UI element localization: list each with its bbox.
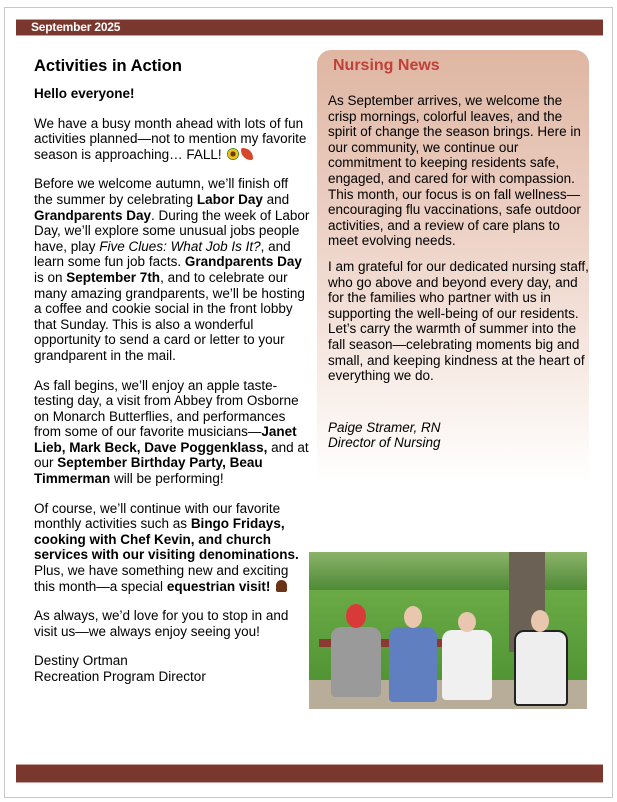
activities-paragraph-4: Of course, we’ll continue with our favorite monthly activities such as Bingo Fridays, cooking with Chef Kevin, and church services with our visiting denominations. Plus, we have something new and exciting this month—a special equestrian visit! (34, 500, 299, 594)
resident-3 (442, 630, 492, 700)
activities-section (34, 56, 310, 699)
nursing-news-title: Nursing News (333, 57, 440, 74)
issue-date: September 2025 (31, 20, 121, 34)
footer-banner (16, 764, 603, 783)
activities-paragraph-3: As fall begins, we’ll enjoy an apple taste-testing day, a visit from Abbey from Osborne on Monarch Butterflies, and performances from some of our favorite musicians—Janet Lieb, Mark Beck, Dave Poggenklass, and at our September Birthday Party, Beau Timmerman will be performing! (34, 377, 309, 487)
activities-paragraph-5: As always, we’d love for you to stop in and visit us—we always enjoy seeing you! (34, 608, 289, 639)
residents-photo (309, 552, 587, 709)
resident-1-head (346, 604, 366, 628)
activities-paragraph-1: We have a busy month ahead with lots of fun activities planned—not to mention my favorite season is approaching… FALL! (34, 115, 307, 162)
activities-signature (34, 653, 310, 684)
nursing-signature (328, 420, 590, 451)
activities-paragraph-2: Before we welcome autumn, we’ll finish off the summer by celebrating Labor Day and Grandparents Day. During the week of Labor Day, we’ll explore some unusual jobs people have, play Five Clues: What Job Is It?, and learn some fun job facts. Grandparents Day is on September 7th, and to celebrate our many amazing grandparents, we’ll be hosting a coffee and cookie social in the front lobby that Sunday. This is also a wonderful opportunity to send a card or letter to your grandparent in the mail. (34, 176, 310, 363)
signature-name: Destiny Ortman (34, 653, 128, 669)
signature-name: Paige Stramer, RN (328, 419, 441, 435)
nursing-paragraph-2: I am grateful for our dedicated nursing staff, who go above and beyond every day, and for the families who partner with us in supporting the well-being of our residents. Let’s carry the warmth of summer into the fall season—celebrating moments big and small, and keeping kindness at the heart of everything we do. (328, 258, 589, 384)
maple-leaf-icon (241, 148, 253, 160)
resident-4 (514, 630, 568, 706)
signature-role: Director of Nursing (328, 435, 441, 451)
resident-3-head (458, 612, 476, 632)
horse-icon (276, 580, 287, 592)
greeting: Hello everyone! (34, 86, 135, 101)
header-banner (16, 19, 603, 36)
photo-background (309, 552, 587, 590)
resident-2-head (404, 606, 422, 628)
nursing-paragraph-1: As September arrives, we welcome the crisp mornings, colorful leaves, and the spirit of change the season brings. Here in our community, we continue our commitment to keeping residents safe, engaged, and cared for with compassion. This month, our focus is on fall wellness—encouraging flu vaccinations, safe outdoor activities, and a review of care plans to meet evolving needs. (328, 93, 581, 249)
resident-1 (331, 627, 381, 697)
resident-2 (389, 627, 437, 702)
resident-4-head (531, 610, 549, 632)
sunflower-icon (227, 148, 239, 160)
nursing-news-box (317, 50, 589, 480)
activities-title: Activities in Action (34, 57, 182, 75)
signature-role: Recreation Program Director (34, 669, 206, 684)
